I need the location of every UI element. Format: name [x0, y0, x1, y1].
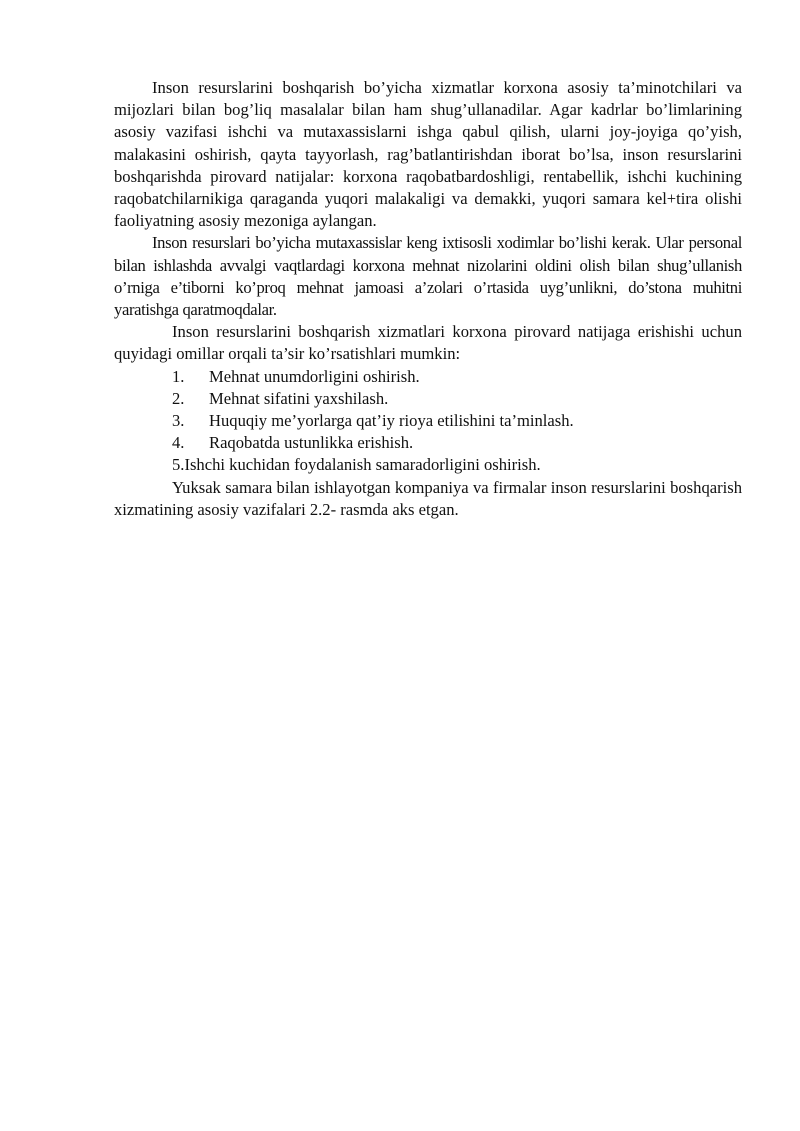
list-text: Raqobatda ustunlikka erishish.: [209, 433, 414, 453]
list-number: 4.: [172, 433, 185, 453]
list-item-4: [114, 432, 742, 454]
paragraph-1: Inson resurslarini boshqarish bo’yicha xizmatlar korxona asosiy ta’minotchilari va mijozlari bilan bog’liq masalalar bilan ham shug’ullanadilar. Agar kadrlar bo’limlarining asosiy vazifasi ishchi va mutaxassislarni ishga qabul qilish, ularni joy-joyiga qo’yish, malakasini oshirish, qayta tayyorlash, rag’batlantirishdan iborat bo’lsa, inson resurslarini boshqarishda pirovard natijalar: korxona raqobatbardoshligi, rentabellik, ishchi kuchining raqobatchilarnikiga qaraganda yuqori malakaligi va demakki, yuqori samara kel+tira olishi faoliyatning asosiy mezoniga aylangan.: [114, 78, 742, 231]
paragraph-2: Inson resurslari bo’yicha mutaxassislar keng ixtisosli xodimlar bo’lishi kerak. Ular personal bilan ishlashda avvalgi vaqtlardagi korxona mehnat nizolarini oldini olish bilan shug’ullanish o’rniga e’tiborni ko’proq mehnat jamoasi a’zolari o’rtasida uyg’unlikni, do’stona muhitni yaratishga qaratmoqdalar.: [114, 233, 742, 320]
list-item-2: [114, 388, 742, 410]
paragraph-4: Yuksak samara bilan ishlayotgan kompaniya va firmalar inson resurslarini boshqarish xizmatining asosiy vazifalari 2.2- rasmda aks etgan.: [114, 477, 742, 519]
list-text: Huquqiy me’yorlarga qat’iy rioya etilishini ta’minlash.: [209, 411, 574, 431]
list-number: 2.: [172, 388, 185, 408]
list-number: 3.: [172, 411, 185, 431]
list-item-1: [114, 366, 742, 388]
list-text: Mehnat unumdorligini oshirish.: [209, 366, 420, 386]
document-page: [114, 77, 742, 521]
list-item-3: [114, 410, 742, 432]
list-item-5: 5.Ishchi kuchidan foydalanish samaradorligini oshirish.: [172, 455, 541, 475]
paragraph-3: Inson resurslarini boshqarish xizmatlari korxona pirovard natijaga erishishi uchun quyidagi omillar orqali ta’sir ko’rsatishlari mumkin:: [114, 322, 742, 364]
list-text: Mehnat sifatini yaxshilash.: [209, 388, 389, 408]
list-number: 1.: [172, 366, 185, 386]
numbered-list: [114, 366, 742, 455]
